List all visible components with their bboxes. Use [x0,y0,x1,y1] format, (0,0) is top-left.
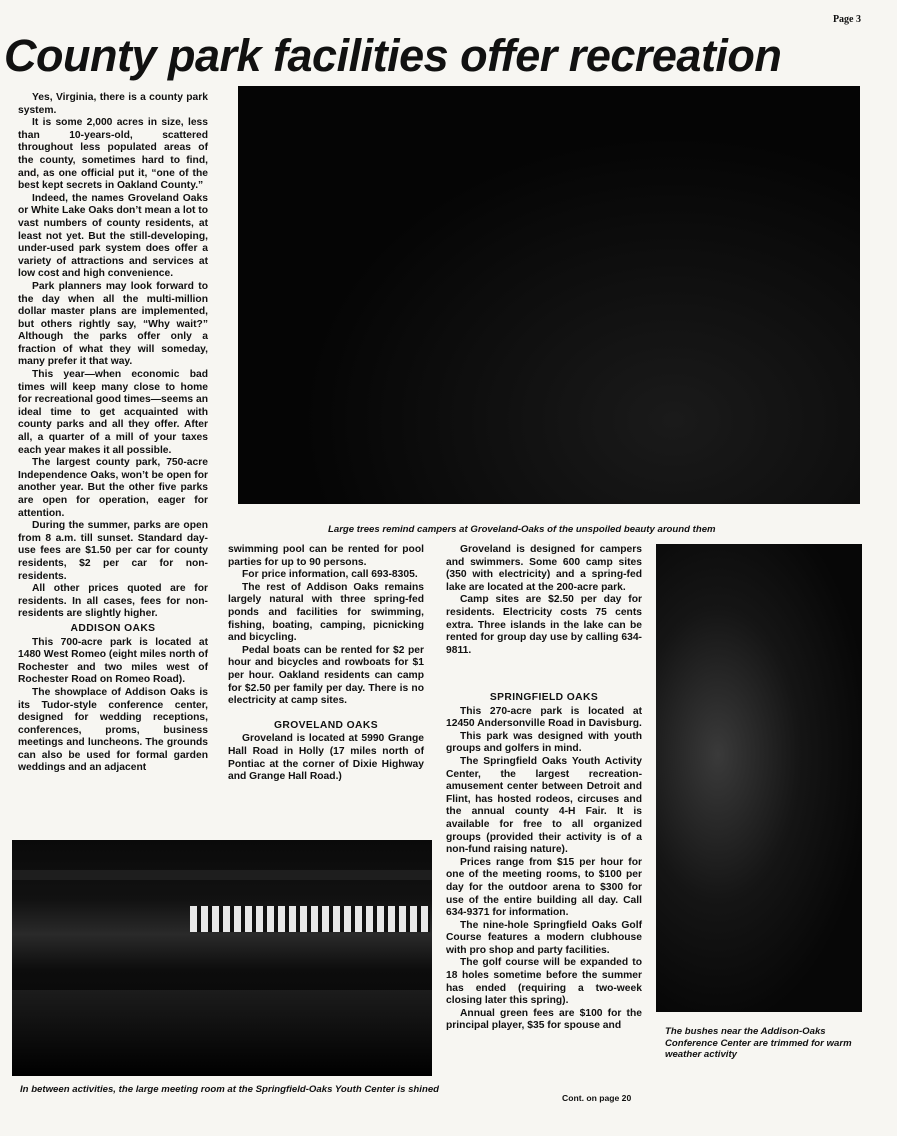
paragraph: Park planners may look forward to the day when all the multi-million dollar master plans are implemented, but others rightly say, “Why wait?” Although the parks offer only a fraction of what they will someday, many prefer it that way. [18,280,208,368]
paragraph: All other prices quoted are for residents. In all cases, fees for non-residents are slightly higher. [18,583,208,620]
paragraph: The Springfield Oaks Youth Activity Center, the largest recreation-amusement center between Detroit and Flint, has hosted rodeos, circuses and the annual county 4-H Fair. It is available for free to all organized groups (provided their activity is of a non-fund raising nature). [446,755,642,856]
paragraph: This 270-acre park is located at 12450 Andersonville Road in Davisburg. [446,705,642,730]
paragraph: This year—when economic bad times will keep many close to home for recreational good times—seems an ideal time to get acquainted with county parks and all they offer. After all, a quarter of a mill of your taxes each year makes it all possible. [18,369,208,456]
paragraph: This 700-acre park is located at 1480 West Romeo (eight miles north of Rochester and two miles west of Rochester Road on Romeo Road). [18,636,208,686]
paragraph: The nine-hole Springfield Oaks Golf Course features a modern clubhouse with pro shop and party facilities. [446,919,642,956]
paragraph: swimming pool can be rented for pool parties for up to 90 persons. [228,544,424,568]
paragraph: Annual green fees are $100 for the principal player, $35 for spouse and [446,1007,642,1032]
section-heading-addison: ADDISON OAKS [70,622,156,634]
paragraph: Groveland is designed for campers and swimmers. Some 600 camp sites (350 with electricity) and a spring-fed lake are located at the 200-acre park. [446,544,642,593]
paragraph: The golf course will be expanded to 18 holes sometime before the summer has ended (requiring a two-week closing later this spring). [446,957,642,1007]
photo-groveland-trees [238,86,860,504]
article-column-2 [228,544,424,784]
section-heading-springfield: SPRINGFIELD OAKS [489,692,599,703]
paragraph: Groveland is located at 5990 Grange Hall Road in Holly (17 miles north of Pontiac at the corner of Dixie Highway and Grange Hall Road.) [228,733,424,783]
paragraph: Indeed, the names Groveland Oaks or White Lake Oaks don’t mean a lot to vast numbers of county residents, at least not yet. But the still-developing, under-used park system does offer a variety of attractions and services at low cost and high convenience. [18,192,208,280]
section-heading-groveland: GROVELAND OAKS [274,719,378,731]
article-column-3 [446,544,642,657]
photo-ceiling-beam [12,870,432,880]
article-column-4 [446,690,642,1033]
paragraph: Yes, Virginia, there is a county park system. [18,92,208,116]
caption-meeting-room: In between activities, the large meeting room at the Springfield-Oaks Youth Center is shined [20,1084,440,1095]
page-number: Page 3 [832,14,861,25]
photo-addison-bushes [656,544,862,1012]
continued-notice: Cont. on page 20 [562,1093,632,1103]
photo-windows [190,906,430,932]
paragraph: The rest of Addison Oaks remains largely natural with three spring-fed ponds and facilities for swimming, fishing, boating, camping, picnicking and bicycling. [228,581,424,644]
paragraph: The showplace of Addison Oaks is its Tudor-style conference center, designed for wedding receptions, conferences, proms, business meetings and luncheons. The grounds can also be used for formal garden weddings and an adjacent [18,686,208,774]
paragraph: Prices range from $15 per hour for one of the meeting rooms, to $100 per day for the outdoor arena to $300 for use of the entire building all day. Call 634-9371 for information. [446,856,642,919]
paragraph: Pedal boats can be rented for $2 per hour and bicycles and rowboats for $1 per hour. Oakland residents can camp for $2.50 per family per day. There is no electricity at camp sites. [228,644,424,707]
paragraph: The largest county park, 750-acre Independence Oaks, won’t be open for another year. But the other five parks are open for operation, eager for attention. [18,457,208,519]
article-column-1 [18,92,208,775]
paragraph: It is some 2,000 acres in size, less than 10-years-old, scattered throughout less populated areas of the county, sometimes hard to find, and, as one official put it, “one of the best kept secrets in Oakland County.” [18,117,208,192]
caption-trees: Large trees remind campers at Groveland-Oaks of the unspoiled beauty around them [328,524,716,535]
paragraph: This park was designed with youth groups and golfers in mind. [446,730,642,755]
caption-bushes: The bushes near the Addison-Oaks Conference Center are trimmed for warm weather activity [665,1026,852,1060]
paragraph: For price information, call 693-8305. [242,569,418,581]
paragraph: During the summer, parks are open from 8 a.m. till sunset. Standard day-use fees are $1.50 per car for county residents, $2 per car for non-residents. [18,520,208,582]
paragraph: Camp sites are $2.50 per day for residents. Electricity costs 75 cents extra. Three islands in the lake can be rented for group day use by calling 634-9811. [446,594,642,656]
headline: County park facilities offer recreation [4,30,782,81]
photo-floor [12,990,432,1076]
photo-meeting-room [12,840,432,1076]
